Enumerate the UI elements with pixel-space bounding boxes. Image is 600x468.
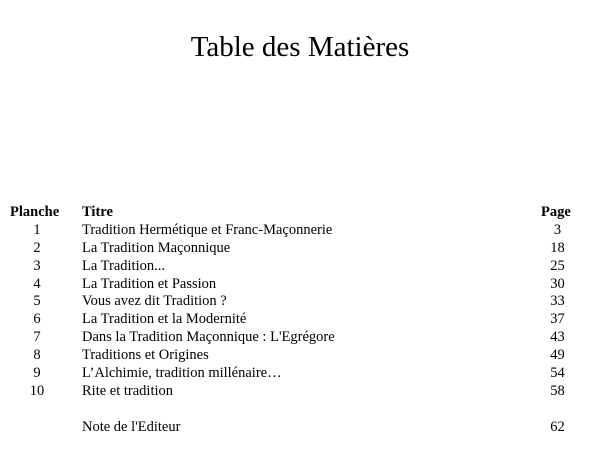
toc-row (0, 221, 600, 239)
row-planche-number: 6 (33, 311, 41, 327)
row-page-number: 43 (550, 329, 565, 345)
row-planche-number: 2 (33, 240, 41, 256)
page-title: Table des Matières (190, 31, 410, 63)
editor-note-page-number: 62 (550, 419, 565, 435)
row-planche-number: 9 (33, 365, 41, 381)
header-page: Page (541, 204, 571, 220)
row-page-number: 58 (550, 383, 565, 399)
row-planche-number: 8 (33, 347, 41, 363)
row-page-number: 33 (550, 293, 565, 309)
toc-row (0, 292, 600, 310)
row-page-number: 18 (550, 240, 565, 256)
row-page-number: 3 (553, 222, 562, 238)
row-page-number: 54 (550, 365, 565, 381)
row-page-number: 37 (550, 311, 565, 327)
toc-header-row (0, 203, 600, 221)
row-title: L’Alchimie, tradition millénaire… (82, 365, 282, 381)
toc-row (0, 239, 600, 257)
row-title: Dans la Tradition Maçonnique : L'Egrégore (82, 329, 335, 345)
toc-row (0, 257, 600, 275)
row-title: La Tradition Maçonnique (82, 240, 231, 256)
editor-note-row (0, 418, 600, 436)
row-page-number: 49 (550, 347, 565, 363)
row-title: La Tradition et la Modernité (82, 311, 247, 327)
row-planche-number: 7 (33, 329, 41, 345)
toc-row (0, 328, 600, 346)
toc-row (0, 310, 600, 328)
row-title: Rite et tradition (82, 383, 174, 399)
toc-row (0, 364, 600, 382)
row-planche-number: 3 (33, 258, 41, 274)
row-title: La Tradition... (82, 258, 165, 274)
row-planche-number: 10 (29, 383, 45, 399)
row-planche-number: 5 (33, 293, 41, 309)
editor-note-title: Note de l'Editeur (82, 419, 181, 435)
row-title: Tradition Hermétique et Franc-Maçonnerie (82, 222, 333, 238)
row-title: Vous avez dit Tradition ? (82, 293, 227, 309)
toc-row (0, 275, 600, 293)
row-page-number: 25 (550, 258, 565, 274)
row-title: La Tradition et Passion (82, 276, 217, 292)
row-title: Traditions et Origines (82, 347, 209, 363)
row-planche-number: 4 (33, 276, 41, 292)
row-page-number: 30 (550, 276, 565, 292)
toc-row (0, 346, 600, 364)
row-planche-number: 1 (33, 222, 41, 238)
toc-row (0, 382, 600, 400)
header-planche: Planche (10, 204, 60, 220)
header-titre: Titre (82, 204, 113, 220)
